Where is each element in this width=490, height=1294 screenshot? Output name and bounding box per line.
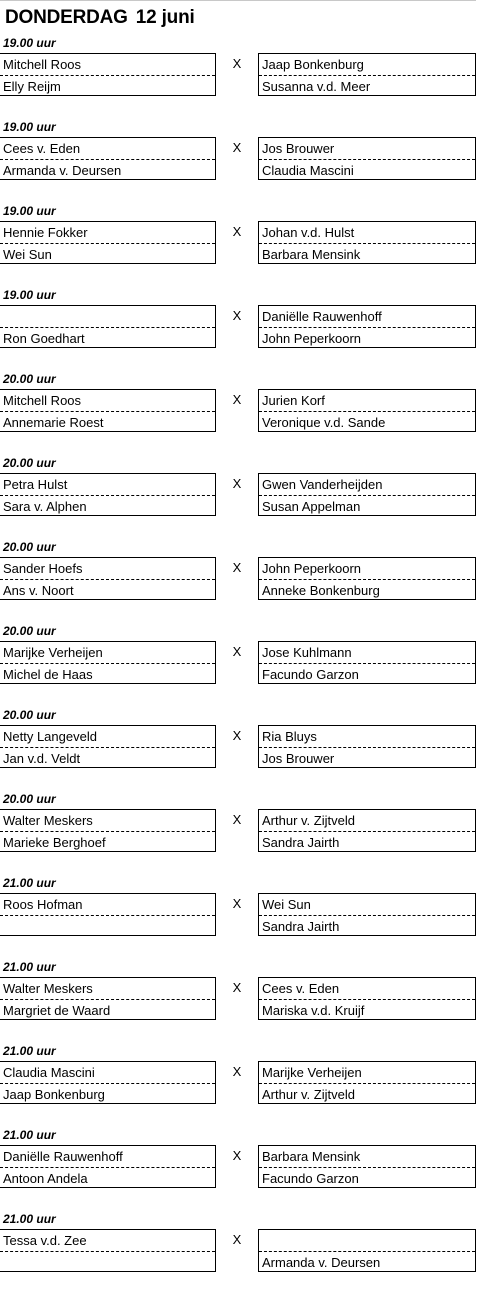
- team-left-box: [0, 473, 216, 516]
- match-block: [0, 370, 490, 454]
- player-name-cell[interactable]: Jaap Bonkenburg: [3, 1087, 105, 1102]
- player-name-cell[interactable]: Barbara Mensink: [262, 247, 361, 262]
- player-name-cell[interactable]: Arthur v. Zijtveld: [259, 810, 475, 832]
- player-name-cell[interactable]: Roos Hofman: [0, 894, 215, 916]
- player-name-cell[interactable]: Veronique v.d. Sande: [262, 415, 386, 430]
- player-name-cell[interactable]: [259, 1230, 475, 1252]
- team-right-box: [258, 1229, 476, 1272]
- player-name-cell[interactable]: Claudia Mascini: [262, 163, 354, 178]
- match-time: 20.00 uur: [3, 708, 56, 722]
- versus-marker: X: [232, 980, 242, 995]
- team-right-box: [258, 1061, 476, 1104]
- player-name-cell[interactable]: Annemarie Roest: [3, 415, 104, 430]
- team-left-box: [0, 977, 216, 1020]
- team-left-box: [0, 641, 216, 684]
- versus-marker: X: [232, 728, 242, 743]
- player-name-cell[interactable]: Tessa v.d. Zee: [0, 1230, 215, 1252]
- player-name-cell[interactable]: Susan Appelman: [262, 499, 361, 514]
- match-block: [0, 622, 490, 706]
- match-time: 19.00 uur: [3, 36, 56, 50]
- player-name-cell[interactable]: John Peperkoorn: [259, 558, 475, 580]
- match-time: 19.00 uur: [3, 288, 56, 302]
- versus-marker: X: [232, 644, 242, 659]
- player-name-cell[interactable]: Walter Meskers: [0, 810, 215, 832]
- versus-marker: X: [232, 224, 242, 239]
- team-left-box: [0, 1229, 216, 1272]
- player-name-cell[interactable]: Mariska v.d. Kruijf: [262, 1003, 365, 1018]
- match-time: 21.00 uur: [3, 876, 56, 890]
- player-name-cell[interactable]: Hennie Fokker: [0, 222, 215, 244]
- team-right-box: [258, 977, 476, 1020]
- player-name-cell[interactable]: Johan v.d. Hulst: [259, 222, 475, 244]
- player-name-cell[interactable]: Sandra Jairth: [262, 835, 340, 850]
- player-name-cell[interactable]: Arthur v. Zijtveld: [262, 1087, 355, 1102]
- match-time: 20.00 uur: [3, 456, 56, 470]
- player-name-cell[interactable]: Armanda v. Deursen: [262, 1255, 381, 1270]
- player-name-cell[interactable]: [0, 1252, 215, 1273]
- match-block: [0, 1210, 490, 1294]
- versus-marker: X: [232, 896, 242, 911]
- player-name-cell[interactable]: [0, 916, 215, 937]
- match-block: [0, 874, 490, 958]
- player-name-cell[interactable]: Petra Hulst: [0, 474, 215, 496]
- player-name-cell[interactable]: Ans v. Noort: [3, 583, 74, 598]
- player-name-cell[interactable]: Sandra Jairth: [262, 919, 340, 934]
- player-name-cell[interactable]: Sander Hoefs: [0, 558, 215, 580]
- match-block: [0, 790, 490, 874]
- match-block: [0, 1042, 490, 1126]
- player-name-cell[interactable]: Marijke Verheijen: [0, 642, 215, 664]
- team-right-box: [258, 725, 476, 768]
- player-name-cell[interactable]: Barbara Mensink: [259, 1146, 475, 1168]
- player-name-cell[interactable]: Jos Brouwer: [262, 751, 335, 766]
- player-name-cell[interactable]: John Peperkoorn: [262, 331, 362, 346]
- match-time: 21.00 uur: [3, 1128, 56, 1142]
- player-name-cell[interactable]: Jaap Bonkenburg: [259, 54, 475, 76]
- team-right-box: [258, 389, 476, 432]
- match-time: 20.00 uur: [3, 624, 56, 638]
- match-block: [0, 118, 490, 202]
- team-right-box: [258, 53, 476, 96]
- date-label: 12 juni: [135, 7, 195, 28]
- player-name-cell[interactable]: Ria Bluys: [259, 726, 475, 748]
- player-name-cell[interactable]: Susanna v.d. Meer: [262, 79, 371, 94]
- team-left-box: [0, 305, 216, 348]
- versus-marker: X: [232, 308, 242, 323]
- player-name-cell[interactable]: Claudia Mascini: [0, 1062, 215, 1084]
- versus-marker: X: [232, 476, 242, 491]
- match-block: [0, 958, 490, 1042]
- team-right-box: [258, 893, 476, 936]
- team-right-box: [258, 809, 476, 852]
- match-block: [0, 1126, 490, 1210]
- match-time: 19.00 uur: [3, 120, 56, 134]
- player-name-cell[interactable]: Wei Sun: [3, 247, 52, 262]
- versus-marker: X: [232, 140, 242, 155]
- player-name-cell[interactable]: Facundo Garzon: [262, 1171, 359, 1186]
- player-name-cell[interactable]: Netty Langeveld: [0, 726, 215, 748]
- player-name-cell[interactable]: Elly Reijm: [3, 79, 61, 94]
- player-name-cell[interactable]: Jos Brouwer: [259, 138, 475, 160]
- versus-marker: X: [232, 392, 242, 407]
- match-time: 21.00 uur: [3, 1044, 56, 1058]
- player-name-cell[interactable]: Mitchell Roos: [0, 54, 215, 76]
- player-name-cell[interactable]: Marijke Verheijen: [259, 1062, 475, 1084]
- team-right-box: [258, 1145, 476, 1188]
- team-left-box: [0, 53, 216, 96]
- player-name-cell[interactable]: Ron Goedhart: [3, 331, 85, 346]
- player-name-cell[interactable]: Wei Sun: [259, 894, 475, 916]
- team-left-box: [0, 1145, 216, 1188]
- team-right-box: [258, 137, 476, 180]
- player-name-cell[interactable]: Facundo Garzon: [262, 667, 359, 682]
- team-left-box: [0, 809, 216, 852]
- versus-marker: X: [232, 560, 242, 575]
- match-block: [0, 286, 490, 370]
- team-left-box: [0, 1061, 216, 1104]
- match-block: [0, 538, 490, 622]
- player-name-cell[interactable]: Sara v. Alphen: [3, 499, 87, 514]
- day-label: DONDERDAG: [5, 7, 128, 28]
- player-name-cell[interactable]: Jose Kuhlmann: [259, 642, 475, 664]
- team-right-box: [258, 473, 476, 516]
- player-name-cell[interactable]: Mitchell Roos: [0, 390, 215, 412]
- player-name-cell[interactable]: Walter Meskers: [0, 978, 215, 1000]
- match-time: 20.00 uur: [3, 792, 56, 806]
- player-name-cell[interactable]: Armanda v. Deursen: [3, 163, 122, 178]
- player-name-cell[interactable]: Jan v.d. Veldt: [3, 751, 81, 766]
- match-time: 19.00 uur: [3, 204, 56, 218]
- team-right-box: [258, 221, 476, 264]
- top-gridline: [0, 0, 476, 1]
- team-left-box: [0, 725, 216, 768]
- player-name-cell[interactable]: Anneke Bonkenburg: [262, 583, 380, 598]
- match-block: [0, 706, 490, 790]
- match-time: 21.00 uur: [3, 1212, 56, 1226]
- player-name-cell[interactable]: Jurien Korf: [259, 390, 475, 412]
- match-time: 20.00 uur: [3, 372, 56, 386]
- player-name-cell[interactable]: Daniëlle Rauwenhoff: [259, 306, 475, 328]
- player-name-cell[interactable]: Michel de Haas: [3, 667, 93, 682]
- versus-marker: X: [232, 1232, 242, 1247]
- player-name-cell[interactable]: [0, 306, 215, 328]
- page-title: [5, 7, 195, 29]
- team-right-box: [258, 557, 476, 600]
- match-block: [0, 454, 490, 538]
- player-name-cell[interactable]: Daniëlle Rauwenhoff: [0, 1146, 215, 1168]
- team-left-box: [0, 221, 216, 264]
- match-block: [0, 34, 490, 118]
- team-left-box: [0, 137, 216, 180]
- match-block: [0, 202, 490, 286]
- player-name-cell[interactable]: Antoon Andela: [3, 1171, 88, 1186]
- versus-marker: X: [232, 812, 242, 827]
- team-left-box: [0, 893, 216, 936]
- versus-marker: X: [232, 1148, 242, 1163]
- player-name-cell[interactable]: Gwen Vanderheijden: [259, 474, 475, 496]
- team-left-box: [0, 389, 216, 432]
- match-time: 21.00 uur: [3, 960, 56, 974]
- match-time: 20.00 uur: [3, 540, 56, 554]
- team-left-box: [0, 557, 216, 600]
- player-name-cell[interactable]: Cees v. Eden: [259, 978, 475, 1000]
- versus-marker: X: [232, 1064, 242, 1079]
- team-right-box: [258, 305, 476, 348]
- team-right-box: [258, 641, 476, 684]
- match-list: [0, 34, 490, 1294]
- versus-marker: X: [232, 56, 242, 71]
- player-name-cell[interactable]: Marieke Berghoef: [3, 835, 106, 850]
- player-name-cell[interactable]: Margriet de Waard: [3, 1003, 111, 1018]
- player-name-cell[interactable]: Cees v. Eden: [0, 138, 215, 160]
